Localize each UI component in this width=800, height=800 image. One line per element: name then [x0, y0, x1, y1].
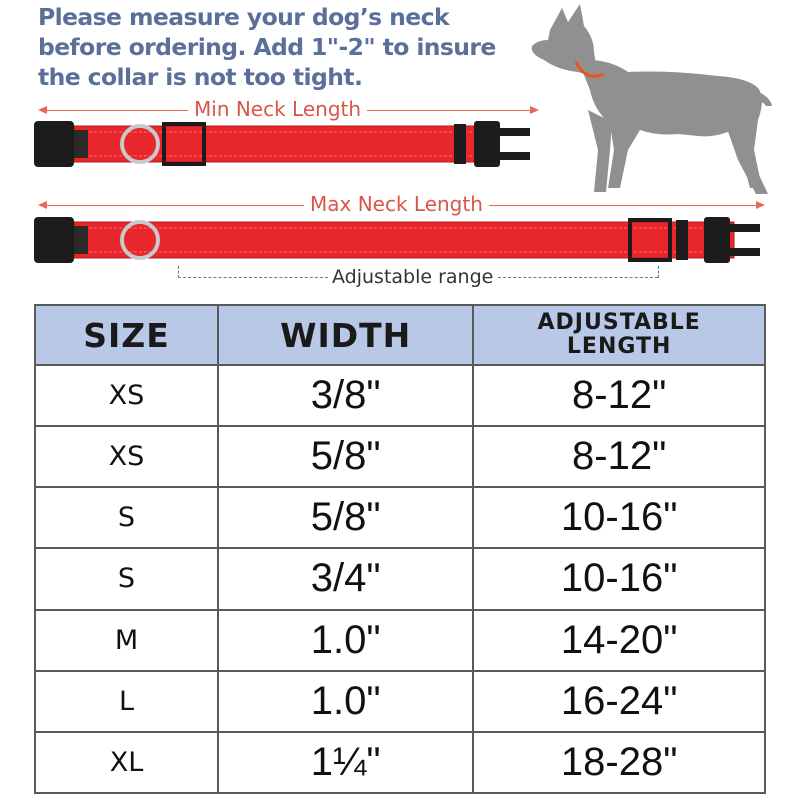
cell-size: S: [35, 487, 218, 548]
dog-silhouette-image: [528, 0, 776, 200]
table-row: [35, 487, 765, 548]
header-length-line2: LENGTH: [566, 334, 672, 359]
table-row: [35, 548, 765, 609]
cell-length: 10-16": [473, 487, 765, 548]
cell-length: 10-16": [473, 548, 765, 609]
table-row: [35, 671, 765, 732]
cell-length: 14-20": [473, 610, 765, 671]
cell-size: M: [35, 610, 218, 671]
header-width: WIDTH: [218, 305, 473, 365]
cell-width: 3/8": [218, 365, 473, 426]
size-chart-table: [34, 304, 766, 794]
cell-size: XS: [35, 426, 218, 487]
header-adjustable-length: [473, 305, 765, 365]
cell-width: 5/8": [218, 426, 473, 487]
adjustable-range-indicator: [178, 262, 658, 286]
cell-size: XL: [35, 732, 218, 793]
table-header-row: [35, 305, 765, 365]
cell-length: 8-12": [473, 365, 765, 426]
header-size: SIZE: [35, 305, 218, 365]
adjustable-range-label: Adjustable range: [328, 266, 497, 288]
min-length-label: Min Neck Length: [188, 97, 367, 121]
cell-width: 1¼": [218, 732, 473, 793]
collar-min-image: [34, 118, 544, 170]
table-row: [35, 365, 765, 426]
cell-width: 1.0": [218, 610, 473, 671]
measure-instructions: Please measure your dog’s neck before ordering. Add 1"-2" to insure the collar is not too tight.: [38, 3, 496, 91]
cell-length: 16-24": [473, 671, 765, 732]
cell-length: 18-28": [473, 732, 765, 793]
cell-length: 8-12": [473, 426, 765, 487]
max-length-label: Max Neck Length: [304, 192, 489, 216]
collar-max-image: [34, 214, 770, 266]
table-row: [35, 610, 765, 671]
cell-size: S: [35, 548, 218, 609]
cell-width: 1.0": [218, 671, 473, 732]
cell-size: XS: [35, 365, 218, 426]
header-length-line1: ADJUSTABLE: [537, 310, 701, 335]
table-row: [35, 426, 765, 487]
cell-width: 5/8": [218, 487, 473, 548]
cell-size: L: [35, 671, 218, 732]
cell-width: 3/4": [218, 548, 473, 609]
table-row: [35, 732, 765, 793]
